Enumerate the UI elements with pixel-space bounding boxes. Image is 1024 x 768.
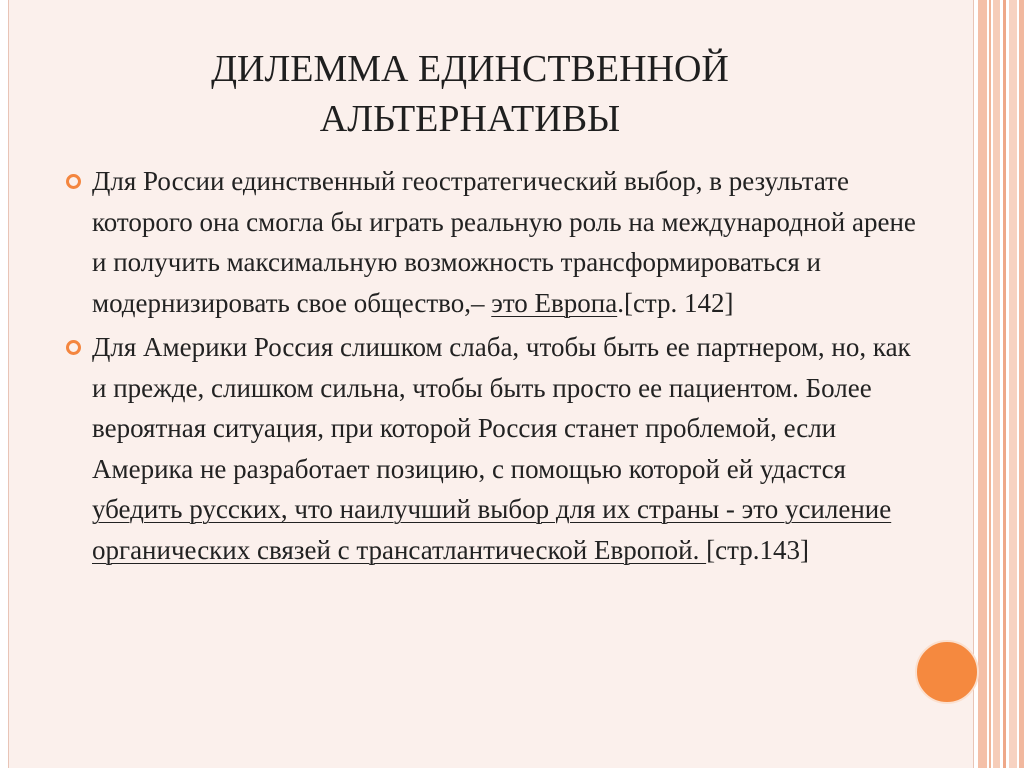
bullet-text: Для России единственный геостратегический выбор, в результате которого она смогла бы играть реальную роль на международной арене и получить максимальную возможность трансформироваться и модернизировать свое общество,– [92, 166, 916, 318]
bullet-reference: .[стр. 142] [617, 287, 734, 318]
bullet-link[interactable]: это Европа [491, 287, 618, 318]
bullet-ring-icon [66, 340, 81, 355]
bullet-link[interactable]: убедить русских, что наилучший выбор для их страны - это усиление органических связей с трансатлантической Европой. [92, 494, 892, 565]
slide-body [92, 161, 922, 574]
bullet-reference: [стр.143] [706, 534, 809, 565]
title-line-1: ДИЛЕММА ЕДИНСТВЕННОЙ [211, 48, 729, 90]
bullet-item [92, 327, 922, 570]
decor-orb-icon [915, 640, 979, 704]
bullet-text: Для Америки Россия слишком слаба, чтобы быть ее партнером, но, как и прежде, слишком сильна, чтобы быть просто ее пациентом. Более вероятная ситуация, при которой Россия станет проблемой, если Америка не разработает позицию, с помощью которой ей удастся [92, 332, 911, 484]
slide-title [120, 44, 820, 144]
decor-stripe [993, 0, 1000, 768]
title-line-2: АЛЬТЕРНАТИВЫ [319, 98, 621, 140]
decor-stripe [978, 0, 987, 768]
decor-stripe [1003, 0, 1006, 768]
bullet-item [92, 161, 922, 323]
decor-stripe [1019, 0, 1024, 768]
decor-stripe [1009, 0, 1017, 768]
decor-stripe [989, 0, 991, 768]
bullet-ring-icon [66, 174, 81, 189]
